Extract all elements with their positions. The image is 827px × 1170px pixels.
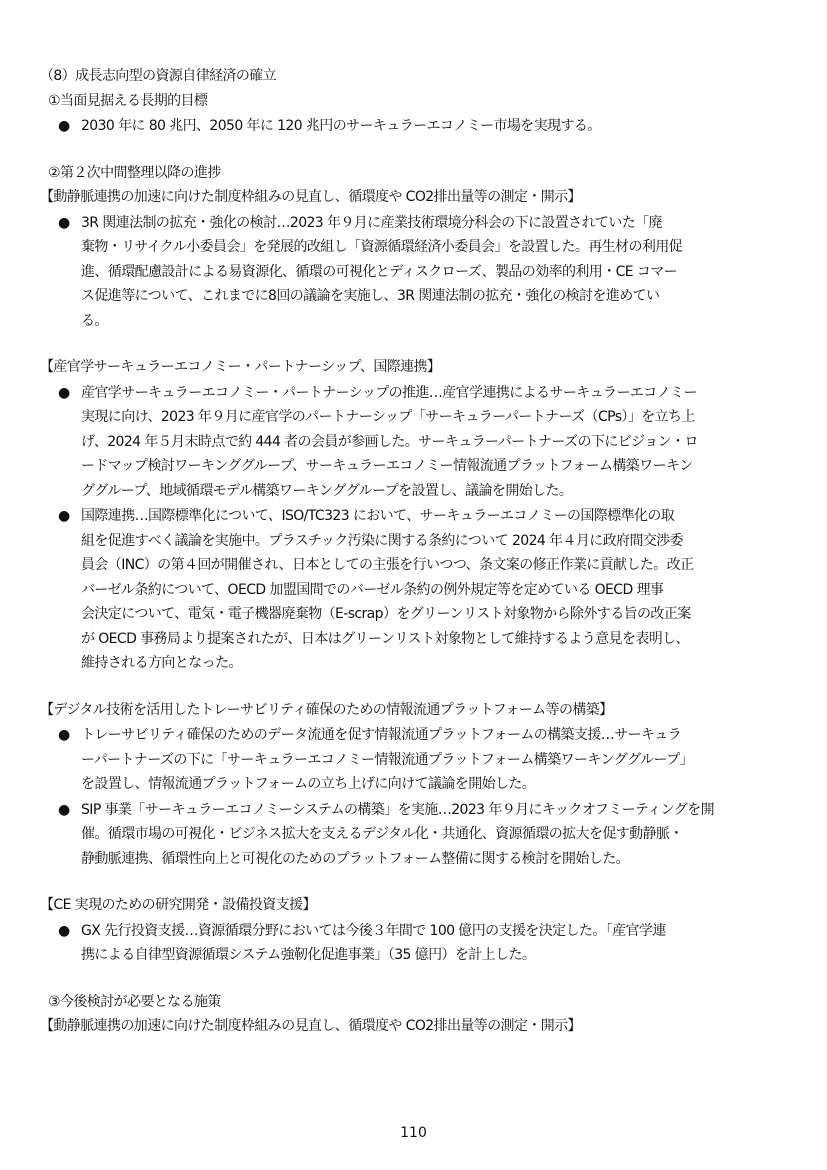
group-label: 【CE 実現のための研究開発・設備投資支援】 — [40, 897, 316, 913]
bullet-item — [40, 798, 777, 872]
bullet-item — [40, 723, 777, 797]
bullet-text-line: ードマップ検討ワーキンググループ、サーキュラーエコノミー情報流通プラットフォーム構築ワーキン — [81, 458, 693, 474]
sub1-heading: ①当面見据える長期的目標 — [48, 92, 208, 109]
bullet-text — [81, 723, 777, 797]
bullet-text-line: 催。循環市場の可視化・ビジネス拡大を支えるデジタル化・共通化、資源循環の拡大を促す動静脈・ — [81, 826, 683, 842]
bullet-text — [81, 504, 777, 676]
bullet-dot-icon: ● — [58, 118, 71, 134]
bullet-text-line: 3R 関連法制の拡充・強化の検討…2023 年９月に産業技術環境分科会の下に設置されていた「廃 — [81, 214, 662, 231]
bullet-dot-icon: ● — [58, 384, 71, 401]
bullet-item — [40, 504, 777, 676]
bullet-text — [81, 114, 777, 139]
bullet-text-line: 会決定について、電気・電子機器廃棄物（E-scrap）をグリーンリスト対象物から除外する旨の改正案 — [81, 606, 691, 622]
bullet-text-line: 員会（INC）の第４回が開催され、日本としての主張を行いつつ、条文案の修正作業に貢献した。改正 — [81, 557, 694, 573]
bullet-text-line: バーゼル条約について、OECD 加盟国間でのバーゼル条約の例外規定等を定めている OECD 理事 — [81, 581, 664, 598]
bullet-text-line: ーパートナーズの下に「サーキュラーエコノミー情報流通プラットフォーム構築ワーキンググループ」 — [81, 751, 694, 768]
bullet-text-line: が OECD 事務局より提案されたが、日本はグリーンリスト対象物として維持するよう意見を表明し、 — [81, 630, 689, 647]
bullet-text-line: 進、循環配慮設計による易資源化、循環の可視化とディスクローズ、製品の効率的利用・CE コマー — [81, 263, 678, 280]
bullet-text-line: 静動脈連携、循環性向上と可視化のためのプラットフォーム整備に関する検討を開始した。 — [81, 850, 629, 867]
section-title: （8）成長志向型の資源自律経済の確立 — [40, 68, 277, 84]
bullet-text-line: 産官学サーキュラーエコノミー・パートナーシップの推進…産官学連携によるサーキュラーエコノミー — [81, 384, 697, 401]
bullet-dot-icon: ● — [58, 922, 71, 939]
bullet-text-line: 維持される方向となった。 — [81, 655, 242, 671]
bullet-dot-icon: ● — [58, 508, 71, 524]
bullet-text-line: ス促進等について、これまでに8回の議論を実施し、3R 関連法制の拡充・強化の検討を進めてい — [81, 288, 660, 304]
bullet-item — [40, 114, 777, 139]
sub2-heading: ②第２次中間整理以降の進捗 — [48, 164, 221, 181]
group-label: 【産官学サーキュラーエコノミー・パートナーシップ、国際連携】 — [40, 359, 441, 375]
group-label: 【デジタル技術を活用したトレーサビリティ確保のための情報流通プラットフォーム等の構築】 — [40, 701, 613, 718]
bullet-text — [81, 211, 777, 334]
bullet-item — [40, 381, 777, 504]
bullet-text — [81, 919, 777, 968]
bullet-dot-icon: ● — [58, 801, 71, 818]
bullet-text-line: ググループ、地域循環モデル構築ワーキンググループを設置し、議論を開始した。 — [81, 482, 573, 499]
bullet-text-line: GX 先行投資支援…資源循環分野においては今後３年間で 100 億円の支援を決定した。「産官学連 — [81, 922, 666, 939]
bullet-text-line: げ、2024 年５月末時点で約 444 者の会員が参画した。サーキュラーパートナーズの下にビジョン・ロ — [81, 433, 698, 450]
bullet-text — [81, 798, 777, 872]
page-number: 110 — [400, 1125, 427, 1141]
sub3-heading: ③今後検討が必要となる施策 — [48, 993, 221, 1010]
group-label: 【動静脈連携の加速に向けた制度枠組みの見直し、循環度や CO2排出量等の測定・開示】 — [40, 189, 581, 205]
bullet-text-line: SIP 事業「サーキュラーエコノミーシステムの構築」を実施…2023 年９月にキックオフミーティングを開 — [81, 801, 715, 818]
bullet-text-line: 2030 年に 80 兆円、2050 年に 120 兆円のサーキュラーエコノミー市場を実現する。 — [81, 118, 601, 134]
sub3-group-label: 【動静脈連携の加速に向けた制度枠組みの見直し、循環度や CO2排出量等の測定・開示】 — [40, 1018, 581, 1034]
bullet-text — [81, 381, 777, 504]
bullet-item — [40, 919, 777, 968]
bullet-item — [40, 211, 777, 334]
sub2-groups — [40, 185, 777, 968]
bullet-text-line: 棄物・リサイクル小委員会」を発展的改組し「資源循環経済小委員会」を設置した。再生材の利用促 — [81, 239, 683, 255]
bullet-text-line: を設置し、情報流通プラットフォームの立ち上げに向けて議論を開始した。 — [81, 776, 536, 792]
bullet-text-line: 携による自律型資源循環システム強靭化促進事業」（35 億円）を計上した。 — [81, 947, 536, 963]
bullet-text-line: る。 — [81, 312, 108, 329]
bullet-text-line: 組を促進すべく議論を実施中。プラスチック汚染に関する条約について 2024 年４月に政府間交渉委 — [81, 532, 684, 549]
bullet-dot-icon: ● — [58, 214, 71, 231]
sub1-bullet-list — [40, 114, 777, 139]
bullet-text-line: トレーサビリティ確保のためのデータ流通を促す情報流通プラットフォームの構築支援…サーキュラ — [81, 727, 682, 743]
bullet-text-line: 実現に向け、2023 年９月に産官学のパートナーシップ「サーキュラーパートナーズ（CPs）」を立ち上 — [81, 409, 695, 425]
bullet-text-line: 国際連携…国際標準化について、ISO/TC323 において、サーキュラーエコノミーの国際標準化の取 — [81, 508, 675, 524]
bullet-dot-icon: ● — [58, 727, 71, 743]
